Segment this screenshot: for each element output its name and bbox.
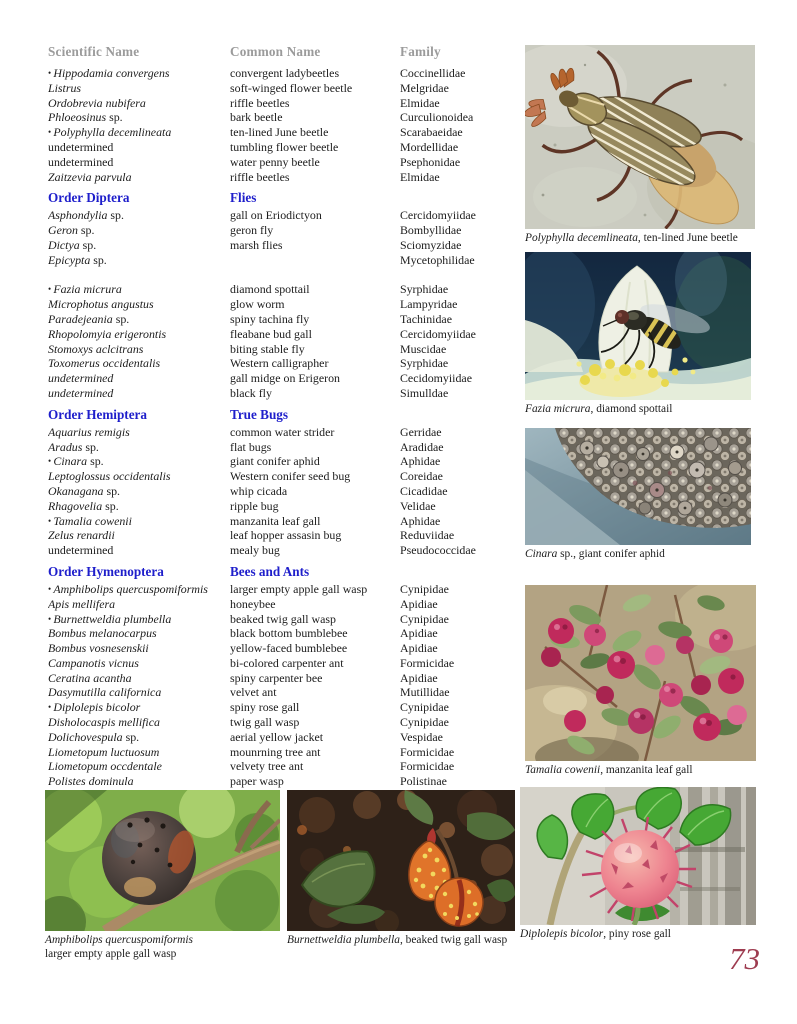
scientific-name: Disholocaspis mellifica bbox=[48, 715, 160, 730]
photo-caption bbox=[525, 403, 751, 417]
scientific-name-cell bbox=[48, 774, 230, 789]
common-name-cell: gall midge on Erigeron bbox=[230, 371, 340, 386]
scientific-name: Geron bbox=[48, 223, 78, 238]
table-row bbox=[48, 140, 520, 155]
common-name-cell: Western conifer seed bug bbox=[230, 469, 351, 484]
table-row bbox=[48, 454, 520, 469]
common-name-cell: paper wasp bbox=[230, 774, 284, 789]
scientific-name: Tamalia cowenii bbox=[53, 513, 132, 528]
table-row bbox=[48, 170, 520, 185]
common-name-cell: mealy bug bbox=[230, 543, 280, 558]
fly-illustration bbox=[525, 252, 751, 400]
scientific-name: Okanagana bbox=[48, 483, 104, 498]
common-name-cell: ripple bug bbox=[230, 498, 279, 513]
photo-diplolepis-rose-gall bbox=[520, 787, 756, 942]
common-name-cell: velvet ant bbox=[230, 685, 277, 700]
family-name-cell: Scarabaeidae bbox=[400, 125, 463, 140]
table-row bbox=[48, 386, 520, 401]
table-row bbox=[48, 208, 520, 223]
table-row bbox=[48, 759, 520, 774]
family-name-cell: Vespidae bbox=[400, 729, 443, 744]
table-row bbox=[48, 612, 520, 627]
scientific-name-cell bbox=[48, 612, 230, 627]
common-name-cell: ten-lined June beetle bbox=[230, 125, 329, 140]
caption-common-name: sp., giant conifer aphid bbox=[557, 548, 665, 560]
scientific-name-cell bbox=[48, 685, 230, 700]
table-row bbox=[48, 499, 520, 514]
table-row bbox=[48, 715, 520, 730]
family-name-cell: Aphidae bbox=[400, 454, 441, 469]
common-name-cell: convergent ladybeetles bbox=[230, 66, 340, 80]
common-name-cell: marsh flies bbox=[230, 237, 283, 252]
family-name-cell: Muscidae bbox=[400, 341, 447, 356]
family-name-cell: Cercidomyiidae bbox=[400, 326, 476, 341]
rose-gall-photo-image bbox=[520, 787, 756, 925]
common-name-cell: manzanita leaf gall bbox=[230, 513, 321, 528]
scientific-name: Microphotus angustus bbox=[48, 297, 154, 312]
scientific-name: Aradus bbox=[48, 439, 83, 454]
aphid-illustration bbox=[525, 428, 751, 545]
family-name-cell: Aphidae bbox=[400, 513, 441, 528]
scientific-name: undetermined bbox=[48, 154, 114, 169]
table-row bbox=[48, 342, 520, 357]
caption-scientific-name: Polyphylla decemlineata bbox=[525, 232, 638, 244]
table-row bbox=[48, 582, 520, 597]
scientific-name: Liometopum luctuosum bbox=[48, 744, 160, 759]
family-name-cell: Elmidae bbox=[400, 95, 440, 110]
bullet-marker: • bbox=[48, 583, 54, 594]
order-name: Order Hemiptera bbox=[48, 406, 147, 422]
scientific-name: Stomoxys aclcitrans bbox=[48, 341, 144, 356]
scientific-name-cell bbox=[48, 238, 230, 253]
col-header-family: Family bbox=[400, 44, 441, 59]
species-suffix: sp. bbox=[103, 483, 121, 498]
common-name-cell: bi-colored carpenter ant bbox=[230, 655, 344, 670]
table-row bbox=[48, 730, 520, 745]
photo-caption bbox=[287, 934, 515, 948]
rose-gall-illustration bbox=[520, 787, 756, 925]
col-header-common-name: Common Name bbox=[230, 44, 321, 59]
order-common-group: True Bugs bbox=[230, 406, 289, 422]
scientific-name-cell bbox=[48, 597, 230, 612]
caption-common-name: , piny rose gall bbox=[603, 928, 671, 940]
scientific-name-cell bbox=[48, 715, 230, 730]
scientific-name: Ordobrevia nubifera bbox=[48, 95, 146, 110]
scientific-name: Epicypta bbox=[48, 252, 91, 267]
scientific-name-cell bbox=[48, 730, 230, 745]
family-name-cell: Mutillidae bbox=[400, 685, 450, 700]
family-name-cell: Tachinidae bbox=[400, 311, 452, 326]
family-name-cell: Coccinellidae bbox=[400, 66, 466, 80]
family-name-cell: Gerridae bbox=[400, 424, 442, 439]
scientific-name-cell bbox=[48, 386, 230, 401]
table-row bbox=[48, 110, 520, 125]
scientific-name-cell bbox=[48, 253, 230, 268]
family-name-cell: Cecidomyiidae bbox=[400, 371, 472, 386]
scientific-name: undetermined bbox=[48, 385, 114, 400]
scientific-name: Dolichovespula bbox=[48, 729, 123, 744]
photo-cinara-aphids bbox=[525, 428, 751, 562]
table-row bbox=[48, 685, 520, 700]
photo-tamalia-manzanita-gall bbox=[525, 585, 756, 778]
bullet-marker: • bbox=[48, 456, 54, 467]
table-row bbox=[48, 238, 520, 253]
scientific-name-cell bbox=[48, 626, 230, 641]
common-name-cell: spiny tachina fly bbox=[230, 311, 310, 326]
caption-scientific-name: Fazia micrura bbox=[525, 403, 591, 415]
species-suffix: sp. bbox=[77, 223, 95, 238]
caption-common-name: , ten-lined June beetle bbox=[637, 232, 738, 244]
scientific-name-cell bbox=[48, 223, 230, 238]
scientific-name: Zelus renardii bbox=[48, 528, 115, 543]
scientific-name: Diplolepis bicolor bbox=[53, 700, 141, 715]
family-name-cell: Cynipidae bbox=[400, 700, 449, 715]
table-row bbox=[48, 297, 520, 312]
family-name-cell: Mycetophilidae bbox=[400, 252, 475, 267]
manzanita-gall-illustration bbox=[525, 585, 756, 761]
table-row bbox=[48, 66, 520, 81]
caption-common-name: , diamond spottail bbox=[590, 403, 673, 415]
common-name-cell: soft-winged flower beetle bbox=[230, 80, 353, 95]
scientific-name-cell bbox=[48, 528, 230, 543]
family-name-cell: Simulldae bbox=[400, 385, 449, 400]
common-name-cell: aerial yellow jacket bbox=[230, 729, 324, 744]
scientific-name: undetermined bbox=[48, 543, 114, 558]
scientific-name-cell bbox=[48, 125, 230, 140]
bullet-marker: • bbox=[48, 68, 54, 78]
table-row bbox=[48, 253, 520, 268]
scientific-name-cell bbox=[48, 700, 230, 715]
species-table bbox=[48, 44, 520, 789]
order-common-group: Flies bbox=[230, 190, 257, 206]
caption-common-name: , manzanita leaf gall bbox=[600, 764, 693, 776]
family-name-cell: Formicidae bbox=[400, 655, 455, 670]
order-heading bbox=[48, 564, 520, 580]
table-row bbox=[48, 440, 520, 455]
scientific-name: Bombus vosnesenskii bbox=[48, 641, 149, 656]
common-name-cell: diamond spottail bbox=[230, 282, 310, 297]
order-name: Order Hymenoptera bbox=[48, 563, 164, 579]
table-header-row bbox=[48, 44, 520, 60]
common-name-cell: biting stable fly bbox=[230, 341, 305, 356]
table-row bbox=[48, 484, 520, 499]
scientific-name-cell bbox=[48, 745, 230, 760]
bullet-marker: • bbox=[48, 284, 54, 295]
photo-burnettweldia-twig-gall bbox=[287, 790, 515, 948]
scientific-name-cell bbox=[48, 282, 230, 297]
common-name-cell: riffle beetles bbox=[230, 169, 290, 184]
table-row bbox=[48, 626, 520, 641]
scientific-name: Dasymutilla californica bbox=[48, 685, 162, 700]
table-row bbox=[48, 656, 520, 671]
family-name-cell: Syrphidae bbox=[400, 282, 449, 297]
family-name-cell: Velidae bbox=[400, 498, 436, 513]
scientific-name-cell bbox=[48, 170, 230, 185]
family-name-cell: Apidiae bbox=[400, 670, 438, 685]
scientific-name-cell bbox=[48, 312, 230, 327]
common-name-cell: spiny carpenter bee bbox=[230, 670, 323, 685]
beetle-photo-image bbox=[525, 45, 755, 229]
common-name-cell: mounrning tree ant bbox=[230, 744, 321, 759]
caption-scientific-name: Cinara bbox=[525, 548, 558, 560]
table-row bbox=[48, 125, 520, 140]
family-name-cell: Melgridae bbox=[400, 80, 449, 95]
photo-caption bbox=[45, 934, 280, 962]
common-name-cell: twig gall wasp bbox=[230, 715, 300, 730]
scientific-name: Amphibolips quercuspomiformis bbox=[53, 581, 208, 596]
scientific-name: Toxomerus occidentalis bbox=[48, 356, 161, 371]
table-row bbox=[48, 774, 520, 789]
scientific-name-cell bbox=[48, 208, 230, 223]
species-suffix: sp. bbox=[82, 439, 99, 454]
scientific-name: Cinara bbox=[53, 454, 88, 469]
scientific-name-cell bbox=[48, 759, 230, 774]
family-name-cell: Reduviidae bbox=[400, 528, 455, 543]
scientific-name: Leptoglossus occidentalis bbox=[48, 469, 171, 484]
family-name-cell: Cicadidae bbox=[400, 483, 448, 498]
common-name-cell bbox=[230, 253, 400, 268]
common-name-cell: fleabane bud gall bbox=[230, 326, 312, 341]
scientific-name: Bombus melanocarpus bbox=[48, 626, 157, 641]
photo-fazia-fly bbox=[525, 252, 751, 417]
table-row bbox=[48, 96, 520, 111]
twig-gall-illustration bbox=[287, 790, 515, 931]
common-name-cell: bark beetle bbox=[230, 110, 283, 125]
scientific-name: Zaitzevia parvula bbox=[48, 169, 132, 184]
common-name-cell: spiny rose gall bbox=[230, 700, 300, 715]
table-row bbox=[48, 155, 520, 170]
order-heading bbox=[48, 190, 520, 206]
bullet-marker: • bbox=[48, 702, 54, 713]
common-name-cell: Western calligrapher bbox=[230, 356, 329, 371]
common-name-cell: gall on Eriodictyon bbox=[230, 208, 322, 223]
common-name-cell: whip cicada bbox=[230, 483, 288, 498]
common-name-cell: riffle beetles bbox=[230, 95, 290, 110]
scientific-name: Campanotis vicnus bbox=[48, 655, 139, 670]
family-name-cell: Formicidae bbox=[400, 744, 455, 759]
table-row bbox=[48, 327, 520, 342]
table-row bbox=[48, 528, 520, 543]
scientific-name: Polistes dominula bbox=[48, 774, 134, 789]
table-row bbox=[48, 223, 520, 238]
scientific-name: Asphondylia bbox=[48, 208, 108, 223]
scientific-name-cell bbox=[48, 440, 230, 455]
family-name-cell: Apidiae bbox=[400, 626, 438, 641]
table-row bbox=[48, 282, 520, 297]
photo-caption bbox=[525, 232, 755, 246]
family-name-cell: Lampyridae bbox=[400, 297, 458, 312]
aphid-photo-image bbox=[525, 428, 751, 545]
common-name-cell: honeybee bbox=[230, 596, 276, 611]
family-name-cell: Syrphidae bbox=[400, 356, 449, 371]
order-common-group: Bees and Ants bbox=[230, 563, 310, 579]
family-name-cell: Psephonidae bbox=[400, 154, 461, 169]
scientific-name-cell bbox=[48, 469, 230, 484]
table-row bbox=[48, 425, 520, 440]
species-suffix: sp. bbox=[102, 498, 119, 513]
table-row bbox=[48, 81, 520, 96]
scientific-name: Rhopolomyia erigerontis bbox=[48, 326, 167, 341]
common-name-cell: tumbling flower beetle bbox=[230, 139, 339, 154]
table-row bbox=[48, 356, 520, 371]
scientific-name: Hippodamia convergens bbox=[53, 66, 170, 80]
table-row bbox=[48, 700, 520, 715]
family-name-cell: Aradidae bbox=[400, 439, 444, 454]
scientific-name: Apis mellifera bbox=[48, 596, 116, 611]
family-name-cell: Polistinae bbox=[400, 774, 447, 789]
scientific-name: Polyphylla decemlineata bbox=[53, 125, 172, 140]
scientific-name: Aquarius remigis bbox=[48, 424, 130, 439]
scientific-name: Ceratina acantha bbox=[48, 670, 132, 685]
scientific-name-cell bbox=[48, 297, 230, 312]
table-row bbox=[48, 641, 520, 656]
scientific-name-cell bbox=[48, 514, 230, 529]
table-row bbox=[48, 543, 520, 558]
family-name-cell: Elmidae bbox=[400, 169, 440, 184]
family-name-cell: Cynipidae bbox=[400, 715, 449, 730]
photo-caption bbox=[525, 764, 756, 778]
scientific-name-cell bbox=[48, 96, 230, 111]
scientific-name: Liometopum occdentale bbox=[48, 759, 162, 774]
apple-gall-photo-image bbox=[45, 790, 280, 931]
scientific-name-cell bbox=[48, 543, 230, 558]
table-row bbox=[48, 671, 520, 686]
common-name-cell: larger empty apple gall wasp bbox=[230, 581, 368, 596]
scientific-name: Dictya bbox=[48, 237, 80, 252]
species-suffix: sp. bbox=[106, 110, 123, 125]
family-name-cell: Cynipidae bbox=[400, 581, 449, 596]
page-number: 73 bbox=[729, 941, 760, 976]
species-suffix: sp. bbox=[87, 454, 104, 469]
family-name-cell: Mordellidae bbox=[400, 139, 459, 154]
bullet-marker: • bbox=[48, 515, 54, 526]
common-name-cell: velvety tree ant bbox=[230, 759, 304, 774]
photo-caption bbox=[520, 928, 756, 942]
common-name-cell: yellow-faced bumblebee bbox=[230, 641, 348, 656]
scientific-name-cell bbox=[48, 342, 230, 357]
table-row bbox=[48, 469, 520, 484]
scientific-name-cell bbox=[48, 140, 230, 155]
common-name-cell: water penny beetle bbox=[230, 154, 320, 169]
family-name-cell: Apidiae bbox=[400, 641, 438, 656]
scientific-name: undetermined bbox=[48, 371, 114, 386]
twig-gall-photo-image bbox=[287, 790, 515, 931]
scientific-name-cell bbox=[48, 155, 230, 170]
scientific-name-cell bbox=[48, 110, 230, 125]
scientific-name-cell bbox=[48, 356, 230, 371]
table-row bbox=[48, 514, 520, 529]
family-name-cell: Cercidomyiidae bbox=[400, 208, 476, 223]
common-name-cell: common water strider bbox=[230, 424, 335, 439]
col-header-scientific-name: Scientific Name bbox=[48, 44, 140, 59]
common-name-cell: giant conifer aphid bbox=[230, 454, 320, 469]
order-name: Order Diptera bbox=[48, 190, 130, 206]
beetle-illustration bbox=[525, 45, 755, 229]
scientific-name-cell bbox=[48, 371, 230, 386]
scientific-name: undetermined bbox=[48, 139, 114, 154]
scientific-name-cell bbox=[48, 454, 230, 469]
scientific-name-cell bbox=[48, 656, 230, 671]
scientific-name-cell bbox=[48, 327, 230, 342]
scientific-name: Paradejeania bbox=[48, 311, 113, 326]
scientific-name: Listrus bbox=[48, 80, 82, 95]
scientific-name-cell bbox=[48, 499, 230, 514]
fly-photo-image bbox=[525, 252, 751, 400]
family-name-cell: Sciomyzidae bbox=[400, 237, 462, 252]
family-name-cell: Pseudococcidae bbox=[400, 543, 476, 558]
caption-common-name: larger empty apple gall wasp bbox=[45, 947, 177, 960]
scientific-name: Phloeosinus bbox=[48, 110, 107, 125]
species-suffix: sp. bbox=[79, 237, 97, 252]
common-name-cell: black bottom bumblebee bbox=[230, 626, 348, 641]
table-row bbox=[48, 745, 520, 760]
scientific-name: Rhagovelia bbox=[48, 498, 103, 513]
scientific-name-cell bbox=[48, 582, 230, 597]
photo-amphibolips-apple-gall bbox=[45, 790, 280, 962]
common-name-cell: beaked twig gall wasp bbox=[230, 611, 336, 626]
caption-scientific-name: Diplolepis bicolor bbox=[520, 928, 604, 940]
family-name-cell: Bombyllidae bbox=[400, 223, 462, 238]
family-name-cell: Cynipidae bbox=[400, 611, 449, 626]
family-name-cell: Apidiae bbox=[400, 596, 438, 611]
bullet-marker: • bbox=[48, 127, 54, 138]
scientific-name: Burnettweldia plumbella bbox=[53, 611, 172, 626]
common-name-cell: black fly bbox=[230, 385, 272, 400]
row-spacer bbox=[48, 268, 520, 283]
common-name-cell: geron fly bbox=[230, 223, 274, 238]
common-name-cell: flat bugs bbox=[230, 439, 272, 454]
family-name-cell: Formicidae bbox=[400, 759, 455, 774]
manzanita-gall-photo-image bbox=[525, 585, 756, 761]
caption-scientific-name: Amphibolips quercuspomiformis bbox=[45, 934, 193, 946]
caption-common-name: , beaked twig gall wasp bbox=[399, 934, 508, 946]
scientific-name: Fazia micrura bbox=[53, 282, 122, 297]
caption-scientific-name: Tamalia cowenii bbox=[525, 764, 601, 776]
apple-gall-illustration bbox=[45, 790, 280, 931]
scientific-name-cell bbox=[48, 81, 230, 96]
species-suffix: sp. bbox=[90, 252, 107, 267]
species-rows bbox=[48, 66, 520, 789]
order-heading bbox=[48, 407, 520, 423]
table-row bbox=[48, 371, 520, 386]
caption-scientific-name: Burnettweldia plumbella bbox=[287, 934, 400, 946]
bullet-marker: • bbox=[48, 613, 54, 624]
common-name-cell: glow worm bbox=[230, 297, 285, 312]
common-name-cell: leaf hopper assasin bug bbox=[230, 528, 342, 543]
species-suffix: sp. bbox=[107, 208, 124, 223]
table-row bbox=[48, 312, 520, 327]
species-suffix: sp. bbox=[112, 311, 130, 326]
table-row bbox=[48, 597, 520, 612]
family-name-cell: Curculionoidea bbox=[400, 110, 474, 125]
family-name-cell: Coreidae bbox=[400, 469, 443, 484]
scientific-name-cell bbox=[48, 641, 230, 656]
scientific-name-cell bbox=[48, 425, 230, 440]
scientific-name-cell bbox=[48, 484, 230, 499]
scientific-name-cell bbox=[48, 66, 230, 81]
photo-polyphylla-beetle bbox=[525, 45, 755, 246]
photo-caption bbox=[525, 548, 751, 562]
scientific-name-cell bbox=[48, 671, 230, 686]
species-suffix: sp. bbox=[122, 729, 140, 744]
